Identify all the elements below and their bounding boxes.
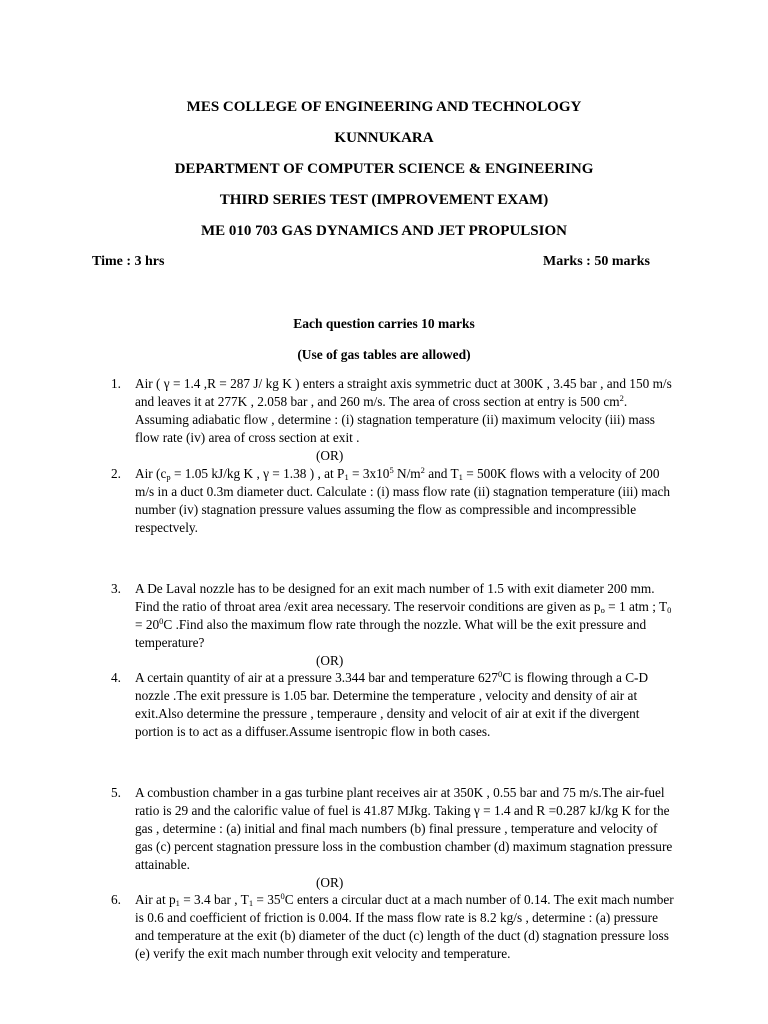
question-text (135, 375, 675, 447)
question-text (135, 465, 675, 537)
time-label: Time : 3 hrs (92, 254, 165, 269)
text-run: . Assuming adiabatic flow , determine : (i) stagnation temperature (ii) maximum velocity (iii) mass flow rate (iv) area of cross section at exit . (135, 394, 655, 446)
marks-label: Marks : 50 marks (543, 254, 650, 269)
text-run: Air (c (135, 466, 167, 481)
superscript: 0 (280, 891, 285, 901)
text-run: Air at p (135, 892, 176, 907)
question-number: 1. (111, 376, 121, 391)
text-run: and T (424, 466, 459, 481)
department-name: DEPARTMENT OF COMPUTER SCIENCE & ENGINEERING (174, 161, 594, 177)
question-text (135, 580, 675, 652)
marks-instruction: Each question carries 10 marks (293, 316, 475, 331)
text-run: A certain quantity of air at a pressure 3.344 bar and temperature 627 (135, 670, 498, 685)
question-number: 5. (111, 785, 121, 800)
text-run: = 35 (253, 892, 281, 907)
or-separator: (OR) (316, 653, 344, 668)
college-name: MES COLLEGE OF ENGINEERING AND TECHNOLOGY (186, 99, 582, 115)
text-run: = 1 atm ; T (604, 599, 668, 615)
or-separator: (OR) (316, 448, 344, 463)
text-run: = 3x10 (348, 466, 390, 481)
question-number: 2. (111, 466, 121, 481)
text-run: A De Laval nozzle has to be designed for an exit mach number of 1.5 with exit diameter 200 mm. Find the ratio of throat area /exit area necessary. The reservoir conditions are given as p (135, 581, 655, 615)
subscript: p (166, 472, 171, 482)
text-run: C enters a circular duct at a mach number of 0.14. The exit mach number is 0.6 and coefficient of friction is 0.004. If the mass flow rate is 8.2 kg/s , determine : (a) pressure and temperature at the exit (b) diameter of the duct (c) length of the duct (d) stagnation pressure loss (e) verify the exit mach number through exit velocity and temperature. (135, 892, 674, 962)
subscript: 0 (667, 605, 672, 616)
course-title: ME 010 703 GAS DYNAMICS AND JET PROPULSION (200, 223, 567, 239)
question-text (135, 669, 675, 741)
superscript: 2 (420, 465, 425, 475)
text-run: A combustion chamber in a gas turbine plant receives air at 350K , 0.55 bar and 75 m/s.The air-fuel ratio is 29 and the calorific value of fuel is 41.87 MJkg. Taking γ = 1.4 and R =0.287 kJ/kg K for the gas , determine : (a) initial and final mach numbers (b) final pressure , temperature and velocity of gas (c) percent stagnation pressure loss in the combustion chamber (d) maximum stagnation pressure attainable. (135, 785, 673, 873)
text-run: C .Find also the maximum flow rate through the nozzle. What will be the exit pressure and temperature? (135, 617, 647, 651)
test-title: THIRD SERIES TEST (IMPROVEMENT EXAM) (219, 192, 549, 208)
question-number: 4. (111, 670, 121, 685)
superscript: 5 (389, 465, 394, 475)
or-separator: (OR) (316, 875, 344, 890)
text-run: = 3.4 bar , T (179, 892, 249, 907)
subscript: 1 (344, 472, 349, 482)
text-run: N/m (393, 466, 421, 481)
text-run: C is flowing through a C-D nozzle .The exit pressure is 1.05 bar. Determine the temperature , velocity and density of air at exit.Also determine the pressure , temperaure , density and velocit of air at exit if the divergent portion is to act as a diffuser.Assume isentropic flow in both cases. (135, 670, 649, 740)
subscript: 1 (458, 472, 463, 482)
college-location: KUNNUKARA (334, 130, 434, 146)
question-number: 3. (111, 581, 121, 596)
subscript: 1 (248, 898, 254, 908)
text-run: = 1.05 kJ/kg K , γ = 1.38 ) , at P (170, 466, 345, 481)
question-text (135, 891, 675, 963)
question-text (135, 784, 675, 874)
subscript: o (600, 605, 605, 616)
question-number: 6. (111, 892, 121, 907)
text-run: = 20 (135, 617, 160, 633)
superscript: 0 (159, 616, 164, 627)
superscript: 2 (619, 393, 624, 404)
subscript: 1 (175, 898, 180, 908)
text-run: = 500K flows with a velocity of 200 m/s in a duct 0.3m diameter duct. Calculate : (i) mass flow rate (ii) stagnation temperature (iii) mach number (iv) stagnation pressure values assuming the flow as compressible and incompressible respectvely. (135, 466, 671, 536)
superscript: 0 (497, 669, 503, 679)
text-run: Air ( γ = 1.4 ,R = 287 J/ kg K ) enters a straight axis symmetric duct at 300K , 3.45 bar , and 150 m/s and leaves it at 277K , 2.058 bar , and 260 m/s. The area of cross section at entry is 500 cm (135, 376, 672, 410)
gas-tables-instruction: (Use of gas tables are allowed) (297, 347, 471, 362)
